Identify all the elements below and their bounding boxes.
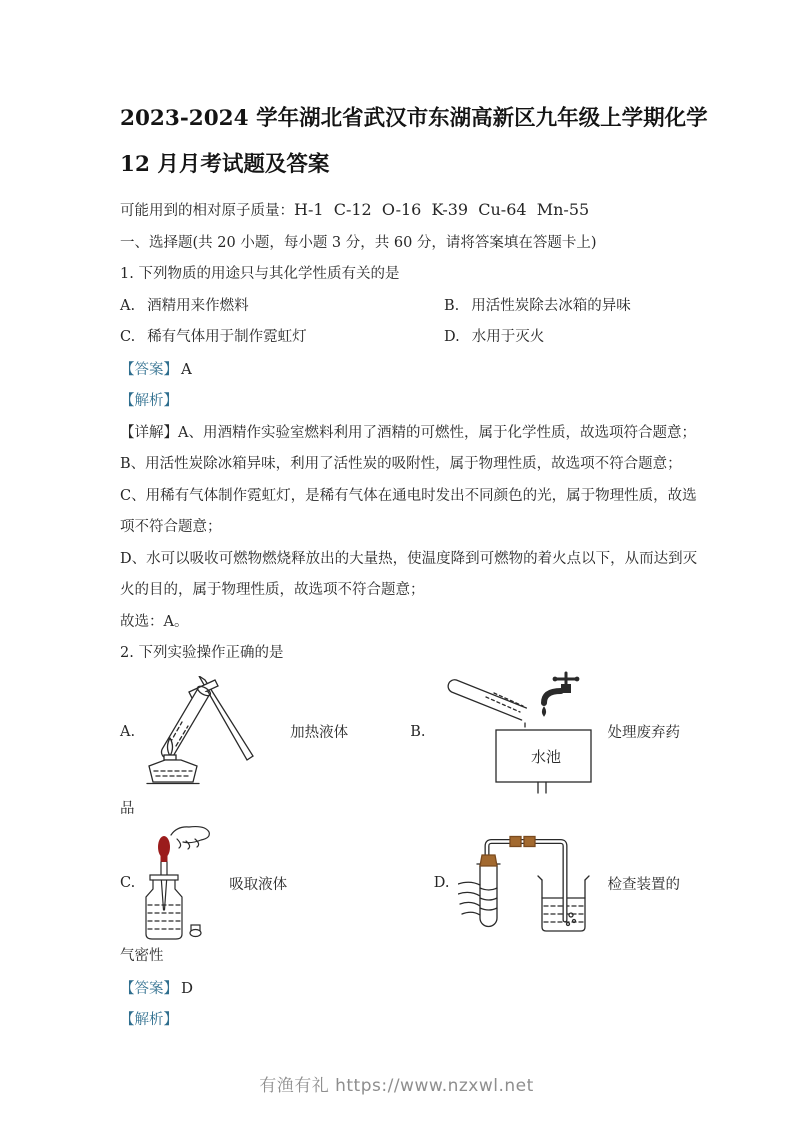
bottle-rim <box>150 875 178 880</box>
section-header: 一、选择题(共 20 小题，每小题 3 分，共 60 分，请将答案填在答题卡上) <box>120 234 597 251</box>
q1-option-a <box>120 291 444 323</box>
q2-answer-value: D <box>181 978 194 997</box>
title-line-1: 2023-2024 学年湖北省武汉市东湖高新区九年级上学期化学 <box>120 106 708 131</box>
q1-answer-label: 【答案】 <box>120 361 178 378</box>
title-line-2: 12 月月考试题及答案 <box>120 152 330 177</box>
q2-option-d-caption: 检查装置的 <box>607 876 680 893</box>
q2-figure-row-2 <box>120 825 680 941</box>
q1-analysis-label: 【解析】 <box>120 393 178 409</box>
q2-answer-label: 【答案】 <box>120 980 178 997</box>
q1-option-b <box>444 291 680 323</box>
atomic-mass-label: 可能用到的相对原子质量： <box>120 203 294 219</box>
q1-detail-line-6: 火的目的，属于物理性质，故选项不符合题意； <box>120 582 425 598</box>
water-drop-icon <box>542 707 545 716</box>
q2-option-d <box>434 828 680 938</box>
sink-label: 水池 <box>530 747 561 766</box>
document-content <box>120 96 708 1037</box>
q1-option-d-text: 水用于灭火 <box>471 329 545 345</box>
q1-options <box>120 291 680 354</box>
q2-analysis-label: 【解析】 <box>120 1012 178 1028</box>
q1-option-b-label: B. <box>444 297 460 314</box>
q1-stem: 1. 下列物质的用途只与其化学性质有关的是 <box>120 266 400 282</box>
q2-stem: 2. 下列实验操作正确的是 <box>120 645 284 661</box>
rubber-connector <box>524 837 535 847</box>
test-tube-pouring <box>448 679 526 719</box>
q1-option-c-label: C. <box>120 329 136 345</box>
page-title <box>120 96 708 188</box>
q2-option-c-caption: 吸取液体 <box>229 876 288 893</box>
q1-option-c <box>120 322 444 354</box>
bottle-stopper <box>190 925 201 937</box>
q1-option-b-text: 用活性炭除去冰箱的异味 <box>471 297 631 314</box>
q2-analysis-line <box>120 1005 680 1037</box>
q1-detail-line-3: C、用稀有气体制作霓虹灯，是稀有气体在通电时发出不同颜色的光，属于物理性质，故选 <box>120 487 697 504</box>
q2-option-d-caption-wrap: 气密性 <box>120 948 164 964</box>
q2-option-c-label: C. <box>120 875 136 891</box>
q2-option-b <box>410 670 680 794</box>
heating-liquid-figure <box>143 676 278 788</box>
waste-disposal-figure <box>434 670 596 794</box>
dropper-glass-tube <box>161 862 167 910</box>
q2-option-d-label: D. <box>433 875 450 891</box>
q2-option-b-caption: 处理废弃药 <box>607 725 680 741</box>
atomic-mass-values: H-1 C-12 O-16 K-39 Cu-64 Mn-55 <box>294 200 590 219</box>
test-tube <box>480 864 497 927</box>
lamp-wick-holder <box>164 755 176 760</box>
atomic-mass-line <box>120 194 680 228</box>
rubber-stopper <box>480 855 497 866</box>
footer-watermark: 有渔有礼 https://www.nzxwl.net <box>259 1076 534 1096</box>
q2-option-a-caption: 加热液体 <box>290 725 349 741</box>
q1-analysis-line <box>120 386 680 418</box>
dropper-bulb <box>158 836 170 858</box>
q1-detail-line-2: B、用活性炭除冰箱异味，利用了活性炭的吸附性，属于物理性质，故选项不符合题意； <box>120 456 682 472</box>
q2-option-b-label: B. <box>410 723 426 740</box>
q1-option-a-label: A. <box>120 297 136 314</box>
airtightness-check-figure <box>458 828 596 938</box>
q1-answer-value: A <box>181 359 192 378</box>
dropper-figure <box>143 825 217 941</box>
q1-detail-line-4: 项不符合题意； <box>120 519 222 535</box>
flame-icon <box>168 738 173 756</box>
q1-option-a-text: 酒精用来作燃料 <box>147 297 249 314</box>
q1-answer-line <box>120 354 680 387</box>
q1-option-c-text: 稀有气体用于制作霓虹灯 <box>147 329 307 345</box>
q2-option-c <box>120 825 434 941</box>
faucet-icon <box>542 673 579 716</box>
q1-option-d <box>444 322 680 354</box>
q2-option-a <box>120 676 410 788</box>
q2-option-a-label: A. <box>120 723 136 740</box>
hand-icon <box>171 827 209 849</box>
rubber-connector <box>510 837 521 847</box>
q1-detail-line-7: 故选：A。 <box>120 613 189 630</box>
q2-answer-line <box>120 973 680 1006</box>
q1-detail-line-1: 【详解】A、用酒精作实验室燃料利用了酒精的可燃性，属于化学性质，故选项符合题意； <box>120 424 696 441</box>
q2-option-b-caption-wrap: 品 <box>120 800 135 817</box>
q1-option-d-label: D. <box>444 329 460 345</box>
q1-detail-line-5: D、水可以吸收可燃物燃烧释放出的大量热，使温度降到可燃物的着火点以下，从而达到灭 <box>120 550 698 567</box>
q2-figure-row-1 <box>120 670 680 794</box>
